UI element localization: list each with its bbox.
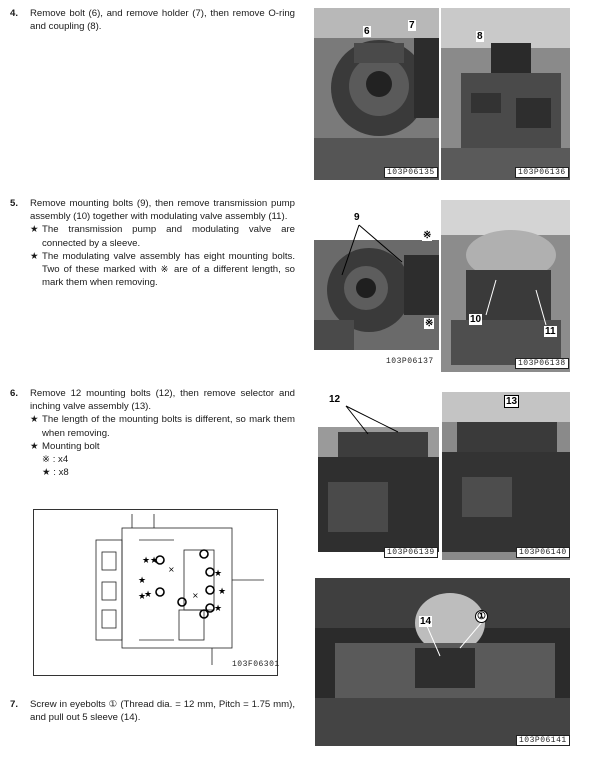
note-text: Mounting bolt	[42, 440, 100, 452]
callout-label: 7	[409, 20, 415, 31]
svg-text:★: ★	[218, 587, 227, 597]
callout-label: 12	[329, 394, 341, 405]
svg-text:×: ×	[168, 565, 175, 574]
bolt-count: : x4	[52, 454, 69, 466]
photo-drawing	[314, 200, 439, 372]
photo-drawing	[318, 392, 439, 560]
step-number: 6.	[10, 388, 19, 399]
photo-drawing	[441, 200, 570, 372]
star-icon: ★	[30, 224, 39, 236]
photo-103P06135	[314, 8, 439, 180]
callout-label: 8	[477, 31, 483, 42]
callout-label: ※	[425, 318, 434, 329]
photo-103P06140	[442, 392, 570, 560]
note	[30, 413, 295, 439]
callout-label: ①	[477, 611, 486, 622]
step-text: Remove 12 mounting bolts (12), then remove selector and inching valve assembly (13).	[30, 388, 295, 413]
svg-text:★: ★	[214, 604, 223, 614]
step-number: 4.	[10, 8, 19, 19]
note-text: The transmission pump and modulating valve are connected by a sleeve.	[42, 224, 295, 249]
note-text: The modulating valve assembly has eight mounting bolts. Two of these marked with ※ are of a different length, so mark them when removing.	[42, 250, 295, 289]
star-icon: ★	[30, 414, 39, 426]
svg-text:★: ★	[138, 592, 147, 602]
callout-label: ※	[423, 230, 432, 241]
bolt-count: : x8	[53, 467, 69, 479]
photo-drawing	[314, 8, 439, 180]
svg-text:★: ★	[214, 569, 223, 579]
figure-caption: 103P06137	[386, 357, 434, 366]
star-icon: ★	[30, 250, 39, 262]
star-icon: ★	[42, 467, 51, 479]
callout-label: 10	[470, 314, 482, 325]
svg-text:★: ★	[144, 590, 153, 600]
bolt-layout-diagram	[33, 509, 278, 676]
callout-label: 13	[506, 396, 518, 407]
photo-103P06139	[318, 392, 439, 560]
callout-label: 9	[354, 212, 360, 223]
step-number: 5.	[10, 198, 19, 209]
callout-label: 6	[364, 26, 370, 37]
step-6	[10, 387, 295, 479]
step-number: 7.	[10, 699, 19, 710]
figure-caption: 103P06139	[384, 547, 438, 558]
note	[30, 223, 295, 249]
step-7	[10, 698, 295, 724]
star-icon: ★	[30, 440, 39, 452]
photo-drawing	[442, 392, 570, 560]
photo-drawing	[315, 578, 570, 746]
step-text: Screw in eyebolts ① (Thread dia. = 12 mm, Pitch = 1.75 mm), and pull out 5 sleeve (14).	[30, 699, 295, 724]
step-text: Remove mounting bolts (9), then remove transmission pump assembly (10) together with modulating valve assembly (11).	[30, 198, 295, 223]
step-5	[10, 197, 295, 289]
note	[30, 440, 295, 453]
photo-drawing	[441, 8, 570, 180]
photo-103P06141	[315, 578, 570, 746]
svg-text:×: ×	[192, 591, 199, 600]
photo-103P06136	[441, 8, 570, 180]
svg-text:★: ★	[138, 576, 147, 586]
photo-103P06137	[314, 200, 439, 372]
step-text: Remove bolt (6), and remove holder (7), then remove O-ring and coupling (8).	[30, 8, 295, 33]
figure-caption: 103P06136	[515, 167, 569, 178]
bolt-count-row	[30, 453, 295, 466]
photo-103P06138	[441, 200, 570, 372]
callout-label: 14	[420, 616, 432, 627]
note-text: The length of the mounting bolts is different, so mark them when removing.	[42, 414, 295, 439]
asterisk-icon: ※	[42, 454, 51, 466]
figure-caption: 103P06140	[516, 547, 570, 558]
note	[30, 250, 295, 290]
figure-caption: 103P06138	[515, 358, 569, 369]
figure-caption: 103F06301	[232, 660, 280, 669]
svg-text:★: ★	[142, 556, 151, 566]
figure-caption: 103P06135	[384, 167, 438, 178]
callout-label: 11	[545, 326, 556, 337]
svg-text:★: ★	[150, 556, 159, 566]
bolt-count-row	[30, 466, 295, 479]
step-4	[10, 7, 295, 33]
diagram-drawing	[34, 510, 277, 675]
figure-caption: 103P06141	[516, 735, 570, 746]
